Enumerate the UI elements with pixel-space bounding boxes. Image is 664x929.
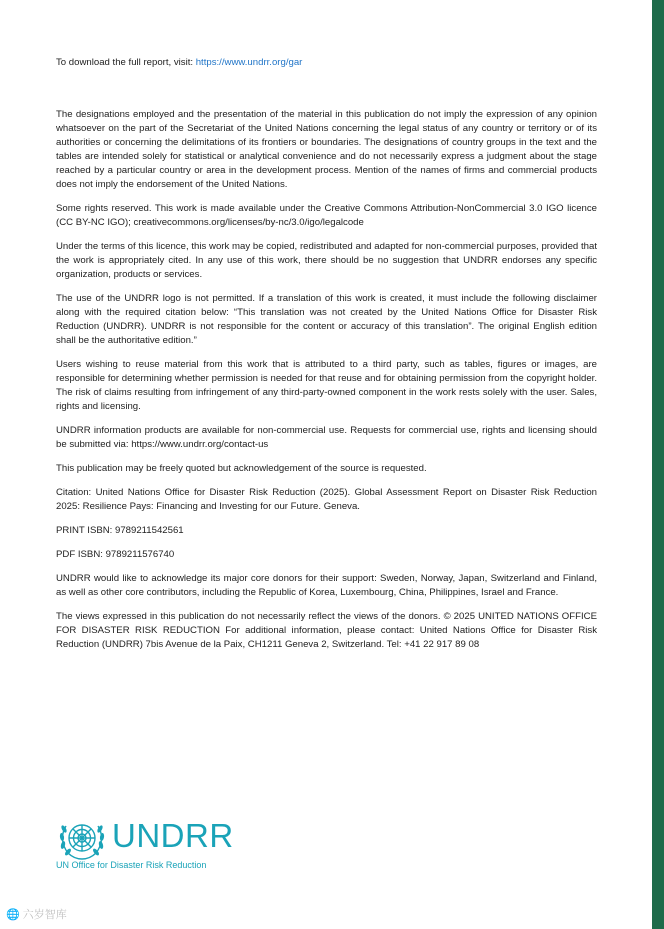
logo-subtitle: UN Office for Disaster Risk Reduction [56, 860, 207, 870]
un-emblem-icon [56, 816, 108, 862]
report-download-link[interactable]: https://www.undrr.org/gar [195, 57, 303, 68]
citation: Citation: United Nations Office for Disaster Risk Reduction (2025). Global Assessment Report on Disaster Risk Reduction 2025: Resilience Pays: Financing and Investing for our Future. Geneva. [56, 487, 597, 512]
pdf-isbn: PDF ISBN: 9789211576740 [56, 549, 175, 560]
print-isbn: PRINT ISBN: 9789211542561 [56, 525, 184, 536]
logo-translation-notice: The use of the UNDRR logo is not permitted. If a translation of this work is created, it must include the following disclaimer along with the required citation below: “This translation was not created by the United Nations Office for Disaster Risk Reduction (UNDRR). UNDRR is not responsible for the content or accuracy of this translation”. The original English edition shall be the authoritative edition.” [56, 293, 597, 346]
views-and-contact: The views expressed in this publication do not necessarily reflect the views of the donors. © 2025 UNITED NATIONS OFFICE FOR DISASTER RISK REDUCTION For additional information, please contact: United Nations Office for Disaster Risk Reduction (UNDRR) 7bis Avenue de la Paix, CH1211 Geneva 2, Switzerland. Tel: +41 22 917 89 08 [56, 611, 597, 650]
third-party-material-notice: Users wishing to reuse material from this work that is attributed to a third party, such as tables, figures or images, are responsible for determining whether permission is needed for that reuse and for obtaining permission from the copyright holder. The risk of claims resulting from infringement of any third-party-owned component in the work rests solely with the user. Sales, rights and licensing. [56, 359, 597, 412]
watermark: 🌐 六岁智库 [6, 909, 67, 921]
download-line [56, 56, 597, 70]
download-prefix: To download the full report, visit: [56, 57, 196, 68]
undrr-logo [56, 816, 256, 876]
copyright-page-content [56, 56, 597, 662]
accent-side-bar [652, 0, 664, 929]
donor-acknowledgement: UNDRR would like to acknowledge its major core donors for their support: Sweden, Norway, Japan, Switzerland and Finland, as well as other core contributors, including the Republic of Korea, Luxembourg, China, Philippines, Israel and France. [56, 573, 597, 598]
licence-terms: Under the terms of this licence, this work may be copied, redistributed and adapted for non-commercial purposes, provided that the work is appropriately cited. In any use of this work, there should be no suggestion that UNDRR endorses any specific organization, products or services. [56, 241, 597, 280]
designations-disclaimer: The designations employed and the presentation of the material in this publication do not imply the expression of any opinion whatsoever on the part of the Secretariat of the United Nations concerning the legal status of any country or territory or of its authorities or concerning the delimitations of its frontiers or boundaries. The designations of country groups in the text and the tables are intended solely for statistical or analytical convenience and do not necessarily express a judgment about the stage reached by a particular country or area in the development process. Mention of the names of firms and commercial products does not imply the endorsement of the United Nations. [56, 109, 597, 190]
logo-wordmark: UNDRR [112, 817, 234, 854]
rights-reserved: Some rights reserved. This work is made available under the Creative Commons Attribution-NonCommercial 3.0 IGO licence (CC BY-NC IGO); creativecommons.org/licenses/by-nc/3.0/igo/legalcode [56, 203, 597, 228]
commercial-use-notice: UNDRR information products are available for non-commercial use. Requests for commercial use, rights and licensing should be submitted via: https://www.undrr.org/contact-us [56, 425, 597, 450]
quotation-notice: This publication may be freely quoted but acknowledgement of the source is requested. [56, 463, 427, 474]
